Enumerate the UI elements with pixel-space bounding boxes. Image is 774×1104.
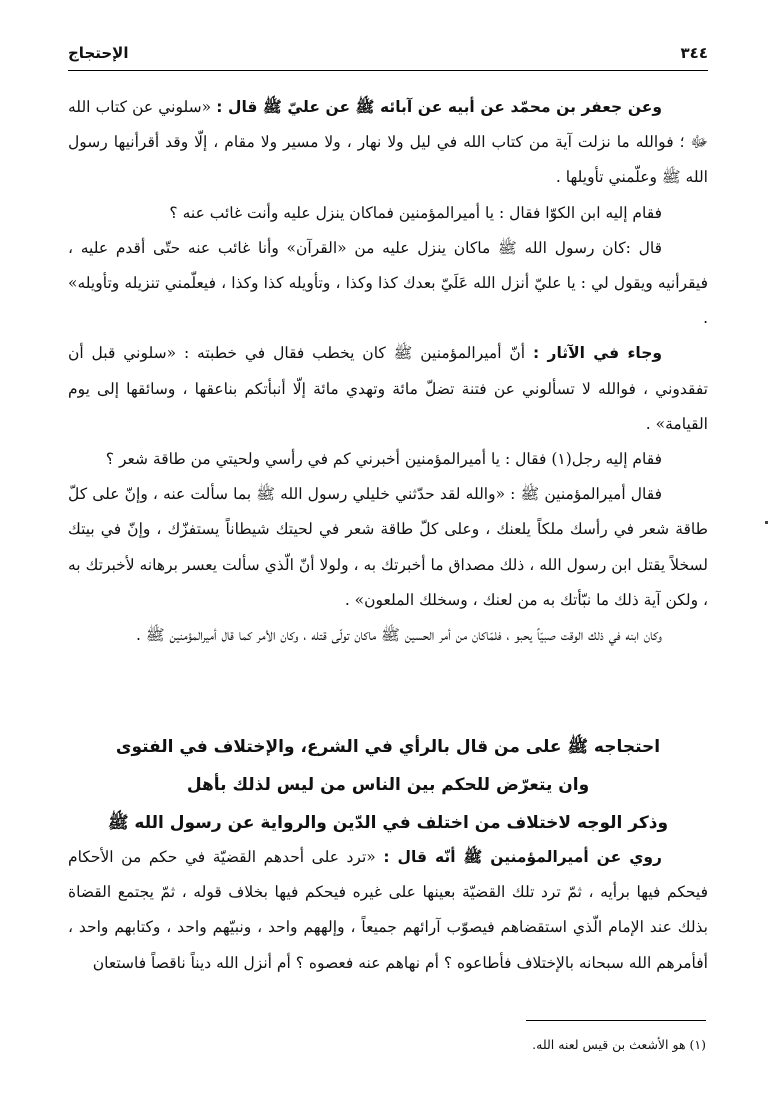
scan-mark	[765, 521, 768, 524]
section-heading-line: احتجاجه ﷺ على من قال بالرأي في الشرع، والإختلاف في الفتوى	[115, 737, 661, 757]
paragraph-body: فقام إليه ابن الكوّا فقال : يا أميرالمؤمنين فماكان ينزل عليه وأنت غائب عنه ؟	[169, 203, 662, 222]
paragraph-body: فقال أميرالمؤمنين ﷺ : «والله لقد حدّثني خليلي رسول الله ﷺ بما سألت عنه ، وإنّ على كلّ طاقة شعر في رأسك ملكاً يلعنك ، وعلى كلّ طاقة شعر في لحيتك شيطاناً يستفزّك ، وإنّ في بيتك لسخلاً يقتل ابن رسول الله ، ذلك مصداق ما أخبرتك به ، ولولا أنّ الّذي سألت يعسر برهانه لأخبرتك به ، ولكن آية ذلك ما نبّأتك به من لعنك ، وسخلك الملعون» .	[68, 485, 708, 609]
paragraph-body: قال :كان رسول الله ﷺ ماكان ينزل عليه من «القرآن» وأنا غائب عنه حتّى أقدم عليه ، فيقرأنيه ويقول لي : يا عليّ أنزل الله عَلَيّ بعدك كذا وكذا ، وتأويله كذا وكذا ، فيعلّمني تنزيله وتأويله» .	[68, 238, 708, 328]
section-heading	[68, 728, 708, 842]
paragraph-body: أنّ أميرالمؤمنين ﷺ كان يخطب فقال في خطبته : «سلوني قبل أن تفقدوني ، فوالله لا تسألوني عن فتنة تضلّ مائة وتهدي مائة إلّا أنبأتكم بناعقها ، وسائقها إلى يوم القيامة» .	[68, 344, 708, 433]
paragraph	[68, 477, 708, 618]
main-text	[68, 90, 708, 653]
paragraph	[68, 840, 708, 981]
paragraph-body: فقام إليه رجل(١) فقال : يا أميرالمؤمنين أخبرني كم في رأسي ولحيتي من طاقة شعر ؟	[105, 450, 662, 469]
section-heading-line: وذكر الوجه لاختلاف من اختلف في الدّين والرواية عن رسول الله ﷺ	[107, 813, 669, 833]
paragraph-body: «سلوني عن كتاب الله ﷻ ؛ فوالله ما نزلت آية من كتاب الله في ليل ولا نهار ، ولا مسير ولا مقام ، إلّا وقد أقرأنيها رسول الله ﷺ وعلّمني تأويلها .	[68, 98, 708, 187]
running-header	[68, 40, 708, 66]
paragraph	[68, 336, 708, 442]
paragraph-body: «ترد على أحدهم القضيّة في حكم من الأحكام فيحكم فيها برأيه ، ثمّ ترد تلك القضيّة بعينها على غيره فيحكم فيها بخلاف قوله ، ثمّ يجتمع القضاة بذلك عند الإمام الّذي استقضاهم فيصوّب آرائهم جميعاً ، وإلههم واحد ، ونبيّهم واحد ، وكتابهم واحد ، أفأمرهم الله سبحانه بالإختلاف فأطاعوه ؟ أم نهاهم عنه فعصوه ؟ أم أنزل الله ديناً ناقصاً فاستعان	[68, 848, 708, 972]
section-text	[68, 840, 708, 981]
paragraph	[68, 90, 708, 196]
paragraph	[68, 196, 708, 231]
paragraph	[68, 231, 708, 337]
paragraph-lead: وعن جعفر بن محمّد عن أبيه عن آبائه ﷺ عن عليّ ﷺ قال :	[216, 98, 662, 116]
paragraph	[68, 442, 708, 477]
paragraph	[68, 618, 708, 653]
paragraph-lead: روي عن أميرالمؤمنين ﷺ أنّه قال :	[383, 848, 662, 866]
section-heading-line: وان يتعرّض للحكم بين الناس من ليس لذلك بأهل	[186, 775, 590, 795]
footnote: (١) هو الأشعث بن قيس لعنه الله.	[532, 1037, 706, 1052]
paragraph-body: وكان ابنه في ذلك الوقت صبيّاً يحبو ، فلمّاكان من أمر الحسين ﷺ ماكان تولّى قتله ، وكان الأمر كما قال أميرالمؤمنين ﷺ .	[135, 626, 662, 645]
page-number: ٣٤٤	[680, 44, 708, 62]
header-rule	[68, 70, 708, 71]
paragraph-lead: وجاء في الآثار :	[532, 344, 662, 363]
book-title: الإحتجاج	[68, 44, 129, 62]
footnote-rule	[526, 1020, 706, 1021]
